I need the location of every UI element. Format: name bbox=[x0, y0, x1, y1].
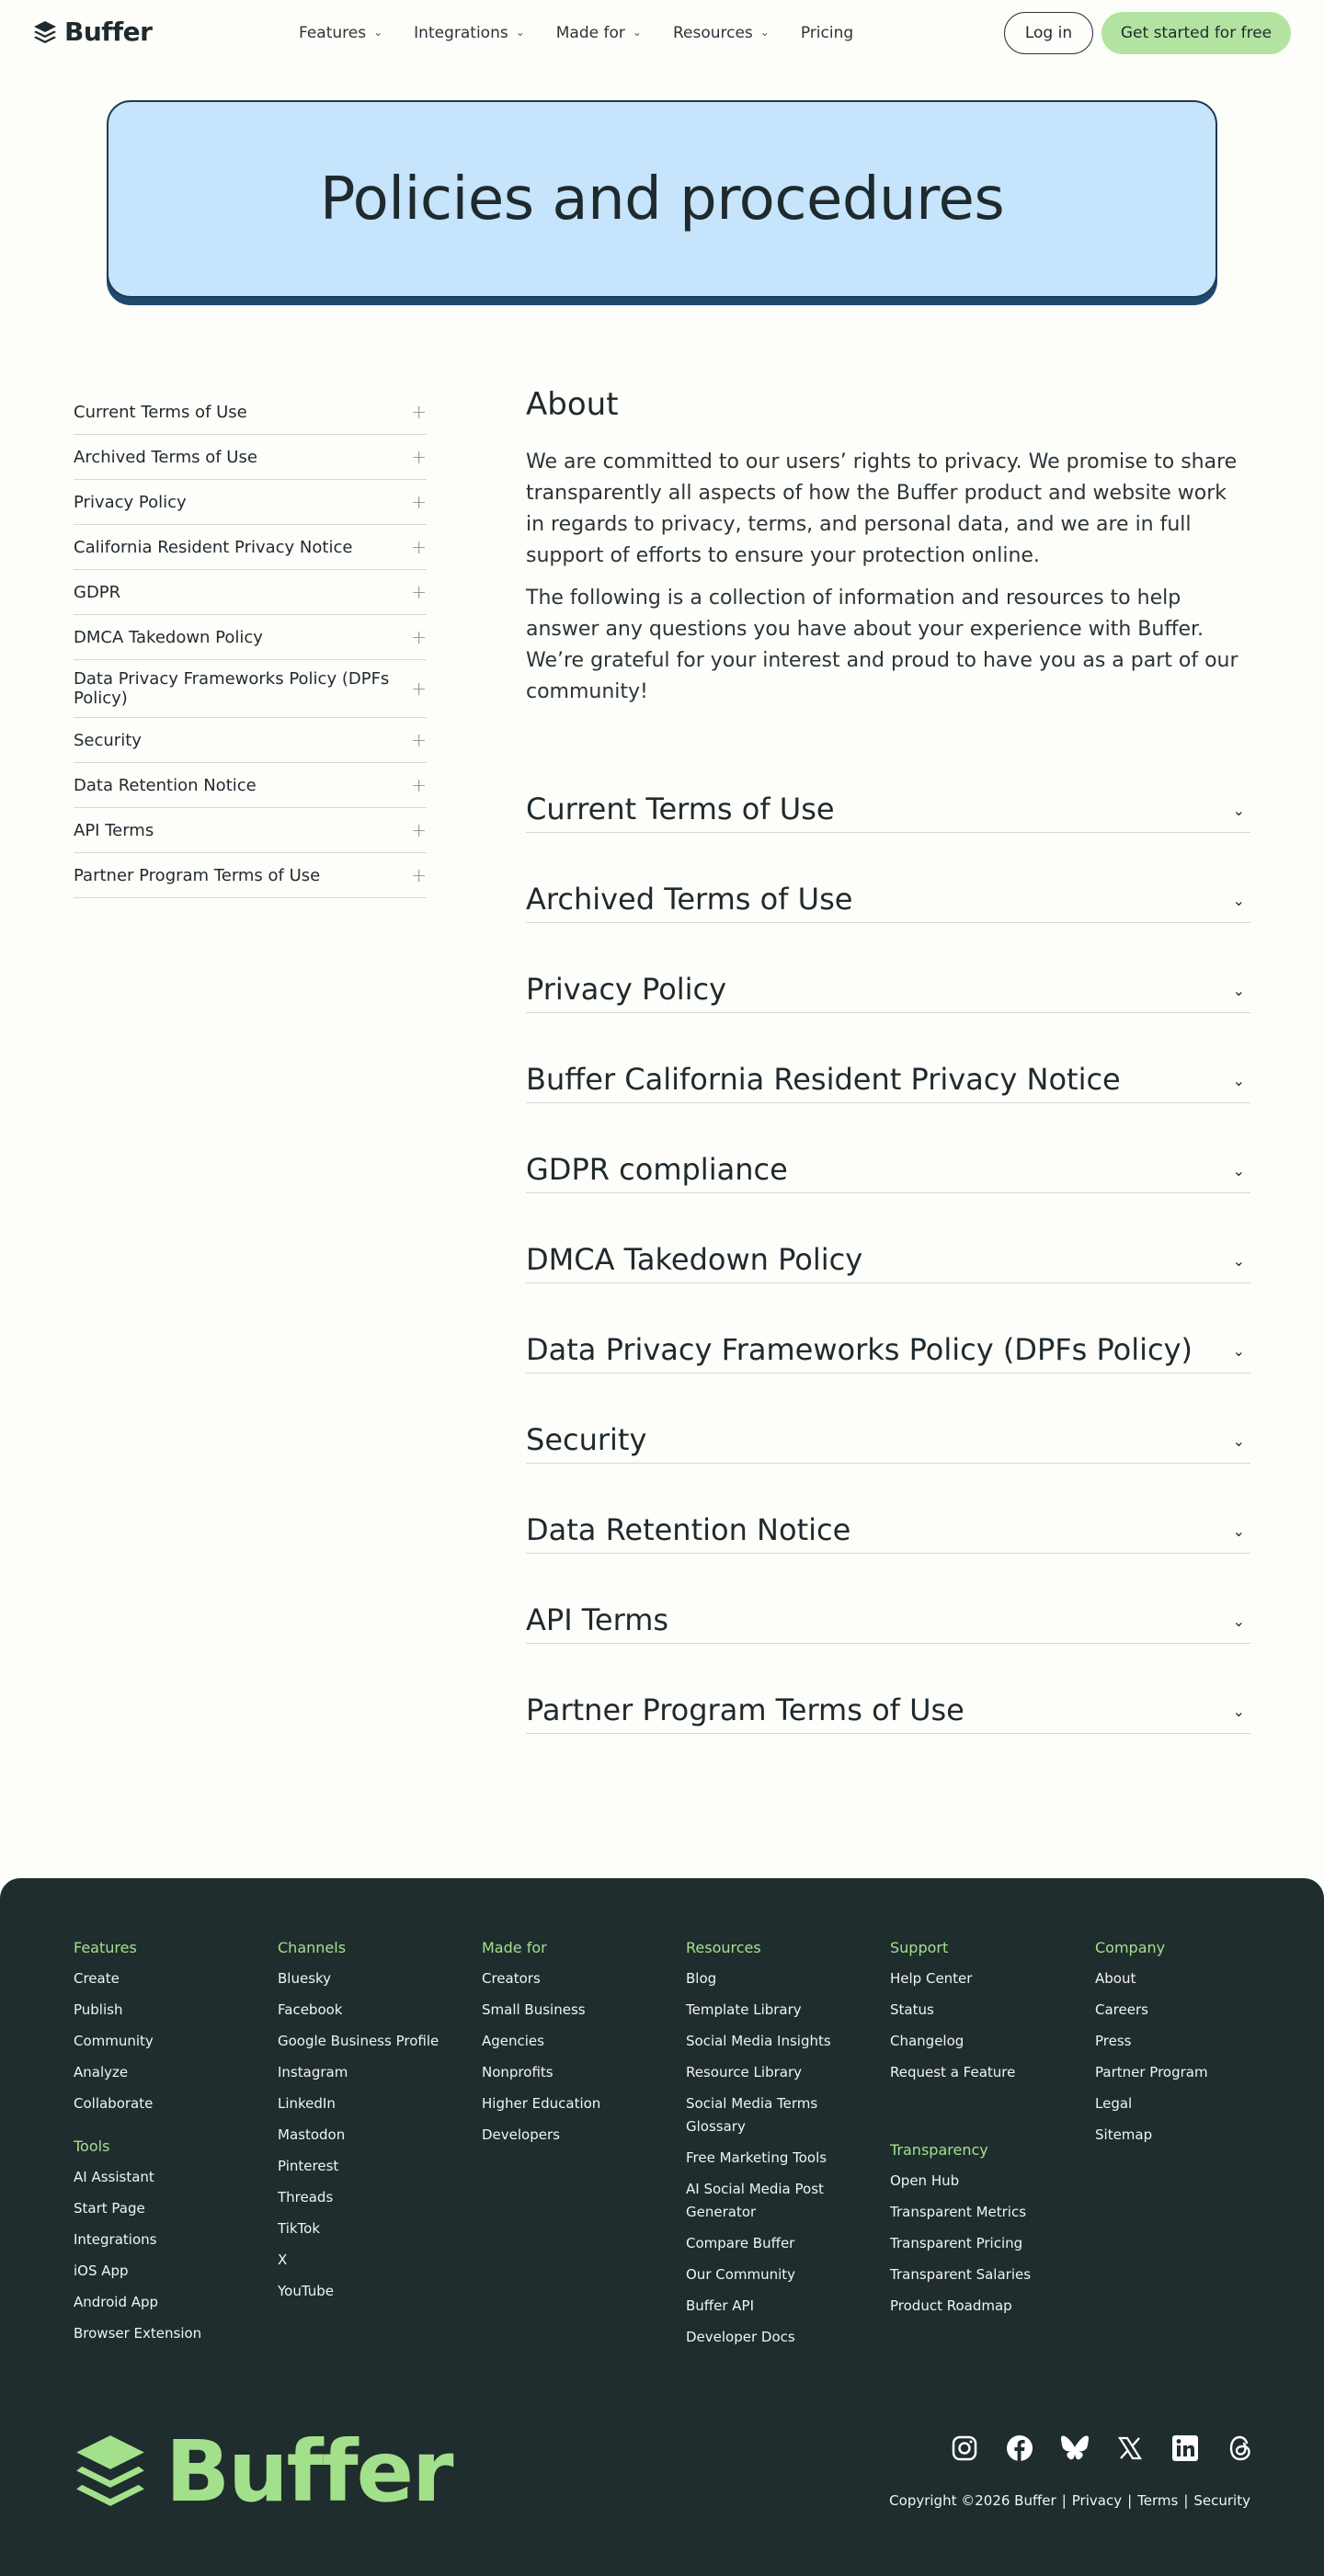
footer-link[interactable]: Publish bbox=[74, 2001, 123, 2018]
footer-col-made-for bbox=[482, 1939, 675, 2155]
about-paragraph: We are committed to our users’ rights to privacy. We promise to share transparently all aspects of how the Buffer product and website work in regards to privacy, terms, and personal data, and we are in full support of efforts to ensure your protection online. bbox=[526, 450, 1238, 567]
accordion-title: Privacy Policy bbox=[526, 972, 727, 1007]
footer-link[interactable]: Status bbox=[890, 2001, 934, 2018]
plus-icon: + bbox=[411, 536, 427, 558]
sidebar-item[interactable] bbox=[74, 853, 427, 898]
about-heading: About bbox=[526, 386, 619, 423]
footer-link[interactable]: Agencies bbox=[482, 2033, 544, 2049]
footer-link[interactable]: Partner Program bbox=[1095, 2064, 1208, 2080]
accordion-title: Security bbox=[526, 1422, 647, 1457]
footer-link[interactable]: Browser Extension bbox=[74, 2325, 202, 2342]
chevron-down-icon: ⌄ bbox=[1232, 982, 1245, 999]
nav-label: Pricing bbox=[800, 24, 854, 42]
terms-link[interactable]: Terms bbox=[1137, 2492, 1179, 2509]
footer-link[interactable]: Free Marketing Tools bbox=[686, 2149, 828, 2166]
footer-link[interactable]: Integrations bbox=[74, 2231, 157, 2248]
chevron-down-icon: ⌄ bbox=[1232, 1613, 1245, 1630]
sidebar-item[interactable] bbox=[74, 615, 427, 660]
footer-link[interactable]: Resource Library bbox=[686, 2064, 803, 2080]
footer-col-channels bbox=[278, 1939, 471, 2311]
chevron-down-icon: ⌄ bbox=[1232, 1072, 1245, 1089]
footer-link[interactable]: Threads bbox=[278, 2189, 334, 2206]
policy-content bbox=[526, 386, 1250, 1734]
accordion-title: Current Terms of Use bbox=[526, 792, 835, 826]
footer-heading: Company bbox=[1095, 1939, 1166, 1956]
chevron-down-icon: ⌄ bbox=[1232, 892, 1245, 909]
separator: | bbox=[1127, 2492, 1133, 2509]
plus-icon: + bbox=[411, 581, 427, 603]
page-title: Policies and procedures bbox=[319, 165, 1005, 234]
footer-col-support bbox=[890, 1939, 1083, 2326]
footer-link[interactable]: Analyze bbox=[74, 2064, 129, 2080]
footer-link[interactable]: Nonprofits bbox=[482, 2064, 554, 2080]
accordion-title: Data Retention Notice bbox=[526, 1512, 851, 1547]
footer-link[interactable]: Developer Docs bbox=[686, 2329, 795, 2345]
buffer-logo[interactable] bbox=[33, 17, 152, 47]
nav-pricing[interactable] bbox=[801, 24, 853, 42]
footer-link[interactable]: Start Page bbox=[74, 2200, 145, 2217]
sidebar-item[interactable] bbox=[74, 808, 427, 853]
sidebar-item-label: DMCA Takedown Policy bbox=[74, 627, 263, 647]
sidebar-item[interactable] bbox=[74, 435, 427, 480]
sidebar-item[interactable] bbox=[74, 525, 427, 570]
buffer-stack-icon bbox=[74, 2433, 147, 2512]
accordion-title: API Terms bbox=[526, 1602, 669, 1637]
site-footer bbox=[0, 1878, 1324, 2576]
footer-heading: Features bbox=[74, 1939, 137, 1956]
sidebar-item-label: Archived Terms of Use bbox=[74, 447, 257, 467]
footer-link[interactable]: Collaborate bbox=[74, 2095, 154, 2112]
chevron-down-icon: ⌄ bbox=[1232, 1342, 1245, 1360]
footer-link[interactable]: Google Business Profile bbox=[278, 2033, 439, 2049]
footer-link[interactable]: Template Library bbox=[686, 2001, 802, 2018]
privacy-link[interactable]: Privacy bbox=[1071, 2492, 1123, 2509]
sidebar-item-label: Privacy Policy bbox=[74, 492, 187, 512]
sidebar-item-label: Current Terms of Use bbox=[74, 402, 247, 422]
footer-link[interactable]: Product Roadmap bbox=[890, 2297, 1012, 2314]
nav-label: Resources bbox=[672, 24, 753, 42]
footer-link[interactable]: Transparent Metrics bbox=[890, 2204, 1027, 2220]
footer-col-company bbox=[1095, 1939, 1251, 2155]
separator: | bbox=[1183, 2492, 1189, 2509]
footer-col-resources bbox=[686, 1939, 861, 2357]
site-header bbox=[0, 0, 1324, 66]
sidebar-item[interactable] bbox=[74, 763, 427, 808]
accordion-title: Data Privacy Frameworks Policy (DPFs Policy) bbox=[526, 1332, 1193, 1367]
accordion-item[interactable] bbox=[526, 1554, 1250, 1644]
footer-link[interactable]: Android App bbox=[74, 2294, 159, 2310]
accordion-item[interactable] bbox=[526, 1283, 1250, 1373]
footer-link[interactable]: Transparent Pricing bbox=[890, 2235, 1023, 2251]
buffer-stack-icon bbox=[33, 20, 57, 44]
logo-text: Buffer bbox=[64, 17, 153, 47]
nav-label: Integrations bbox=[414, 24, 508, 42]
footer-link[interactable]: Help Center bbox=[890, 1970, 973, 1987]
security-link[interactable]: Security bbox=[1193, 2492, 1250, 2509]
separator: | bbox=[1061, 2492, 1067, 2509]
sidebar-item-label: Partner Program Terms of Use bbox=[74, 865, 321, 885]
nav-label: Features bbox=[299, 24, 367, 42]
policy-accordion bbox=[526, 761, 1250, 1734]
x-icon[interactable] bbox=[1115, 2434, 1145, 2463]
chevron-down-icon: ⌄ bbox=[373, 26, 383, 39]
footer-link[interactable]: Bluesky bbox=[278, 1970, 332, 1987]
footer-link[interactable]: X bbox=[278, 2251, 288, 2268]
sidebar-item-label: GDPR bbox=[74, 582, 121, 602]
footer-link[interactable]: Press bbox=[1095, 2033, 1132, 2049]
sidebar-item[interactable] bbox=[74, 660, 427, 718]
footer-link[interactable]: Careers bbox=[1095, 2001, 1148, 2018]
footer-link[interactable]: Legal bbox=[1095, 2095, 1133, 2112]
footer-col-features bbox=[74, 1939, 267, 2354]
sidebar-item[interactable] bbox=[74, 718, 427, 763]
copyright-text: Copyright ©2026 Buffer bbox=[889, 2492, 1056, 2509]
plus-icon: + bbox=[411, 446, 427, 468]
about-paragraph: The following is a collection of information and resources to help answer any questions you have about your experience with Buffer. We’re grateful for your interest and proud to have you as a part of our community! bbox=[526, 587, 1238, 703]
footer-link[interactable]: Community bbox=[74, 2033, 154, 2049]
accordion-item[interactable] bbox=[526, 761, 1250, 833]
footer-link[interactable]: YouTube bbox=[278, 2283, 334, 2299]
plus-icon: + bbox=[411, 819, 427, 841]
accordion-item[interactable] bbox=[526, 833, 1250, 923]
footer-link[interactable]: iOS App bbox=[74, 2263, 129, 2279]
sidebar-item-label: Data Privacy Frameworks Policy (DPFs Policy) bbox=[74, 669, 390, 708]
accordion-item[interactable] bbox=[526, 1193, 1250, 1283]
main-nav bbox=[299, 0, 853, 66]
footer-link[interactable]: Social Media Terms Glossary bbox=[686, 2095, 818, 2135]
accordion-title: Buffer California Resident Privacy Notice bbox=[526, 1062, 1121, 1097]
footer-link[interactable]: Sitemap bbox=[1095, 2126, 1153, 2143]
accordion-item[interactable] bbox=[526, 923, 1250, 1013]
accordion-item[interactable] bbox=[526, 1644, 1250, 1734]
sidebar-item[interactable] bbox=[74, 390, 427, 435]
nav-made-for[interactable] bbox=[556, 24, 642, 42]
footer-link[interactable]: Blog bbox=[686, 1970, 717, 1987]
accordion-title: DMCA Takedown Policy bbox=[526, 1242, 863, 1277]
sidebar-item[interactable] bbox=[74, 570, 427, 615]
footer-link[interactable]: Small Business bbox=[482, 2001, 586, 2018]
accordion-item[interactable] bbox=[526, 1373, 1250, 1464]
footer-link[interactable]: Creators bbox=[482, 1970, 541, 1987]
policy-sidebar bbox=[74, 390, 427, 898]
accordion-title: GDPR compliance bbox=[526, 1152, 788, 1187]
plus-icon: + bbox=[411, 401, 427, 423]
bluesky-icon[interactable] bbox=[1060, 2434, 1090, 2463]
plus-icon: + bbox=[411, 678, 427, 700]
chevron-down-icon: ⌄ bbox=[632, 26, 642, 39]
footer-link[interactable]: Transparent Salaries bbox=[890, 2266, 1032, 2283]
footer-link[interactable]: Open Hub bbox=[890, 2172, 960, 2189]
chevron-down-icon: ⌄ bbox=[1232, 1162, 1245, 1180]
nav-label: Made for bbox=[555, 24, 625, 42]
chevron-down-icon: ⌄ bbox=[1232, 802, 1245, 819]
footer-link[interactable]: Instagram bbox=[278, 2064, 348, 2080]
footer-link[interactable]: Create bbox=[74, 1970, 120, 1987]
footer-link[interactable]: About bbox=[1095, 1970, 1136, 1987]
footer-link[interactable]: LinkedIn bbox=[278, 2095, 336, 2112]
plus-icon: + bbox=[411, 774, 427, 796]
nav-features[interactable] bbox=[299, 24, 382, 42]
footer-link[interactable]: Our Community bbox=[686, 2266, 796, 2283]
plus-icon: + bbox=[411, 491, 427, 513]
footer-heading: Channels bbox=[278, 1939, 347, 1956]
footer-link[interactable]: Request a Feature bbox=[890, 2064, 1016, 2080]
footer-heading: Transparency bbox=[890, 2141, 988, 2159]
hero-banner bbox=[107, 100, 1217, 298]
chevron-down-icon: ⌄ bbox=[1232, 1252, 1245, 1270]
get-started-button[interactable]: Get started for free bbox=[1101, 12, 1291, 54]
chevron-down-icon: ⌄ bbox=[1232, 1522, 1245, 1540]
footer-link[interactable]: Buffer API bbox=[686, 2297, 755, 2314]
accordion-item[interactable] bbox=[526, 1013, 1250, 1103]
plus-icon: + bbox=[411, 864, 427, 886]
facebook-icon[interactable] bbox=[1005, 2434, 1034, 2463]
chevron-down-icon: ⌄ bbox=[1232, 1432, 1245, 1450]
footer-heading: Made for bbox=[482, 1939, 547, 1956]
footer-link[interactable]: Higher Education bbox=[482, 2095, 601, 2112]
sidebar-item-label: Data Retention Notice bbox=[74, 775, 257, 795]
sidebar-item[interactable] bbox=[74, 480, 427, 525]
social-links bbox=[950, 2434, 1255, 2463]
linkedin-icon[interactable] bbox=[1170, 2434, 1200, 2463]
accordion-item[interactable] bbox=[526, 1464, 1250, 1554]
footer-link[interactable]: AI Assistant bbox=[74, 2169, 154, 2185]
nav-integrations[interactable] bbox=[414, 24, 525, 42]
accordion-title: Archived Terms of Use bbox=[526, 882, 853, 917]
copyright-line bbox=[889, 2492, 1250, 2509]
footer-link[interactable]: AI Social Media Post Generator bbox=[686, 2181, 824, 2220]
instagram-icon[interactable] bbox=[950, 2434, 979, 2463]
sidebar-item-label: API Terms bbox=[74, 820, 154, 840]
footer-link[interactable]: Pinterest bbox=[278, 2158, 339, 2174]
footer-logo[interactable] bbox=[74, 2422, 451, 2521]
login-button[interactable]: Log in bbox=[1004, 12, 1093, 54]
footer-heading: Resources bbox=[686, 1939, 761, 1956]
footer-link[interactable]: Mastodon bbox=[278, 2126, 346, 2143]
footer-link[interactable]: Compare Buffer bbox=[686, 2235, 795, 2251]
footer-link[interactable]: Developers bbox=[482, 2126, 560, 2143]
accordion-item[interactable] bbox=[526, 1103, 1250, 1193]
plus-icon: + bbox=[411, 729, 427, 751]
footer-link[interactable]: TikTok bbox=[278, 2220, 321, 2237]
nav-resources[interactable] bbox=[673, 24, 770, 42]
sidebar-item-label: Security bbox=[74, 730, 142, 750]
threads-icon[interactable] bbox=[1226, 2434, 1255, 2463]
footer-link[interactable]: Changelog bbox=[890, 2033, 964, 2049]
chevron-down-icon: ⌄ bbox=[515, 26, 525, 39]
footer-link[interactable]: Facebook bbox=[278, 2001, 343, 2018]
chevron-down-icon: ⌄ bbox=[1232, 1703, 1245, 1720]
plus-icon: + bbox=[411, 626, 427, 648]
footer-link[interactable]: Social Media Insights bbox=[686, 2033, 831, 2049]
chevron-down-icon: ⌄ bbox=[759, 26, 770, 39]
sidebar-item-label: California Resident Privacy Notice bbox=[74, 537, 353, 557]
footer-logo-text: Buffer bbox=[166, 2422, 452, 2521]
footer-heading: Support bbox=[890, 1939, 949, 1956]
accordion-title: Partner Program Terms of Use bbox=[526, 1693, 964, 1727]
footer-heading: Tools bbox=[74, 2137, 110, 2155]
